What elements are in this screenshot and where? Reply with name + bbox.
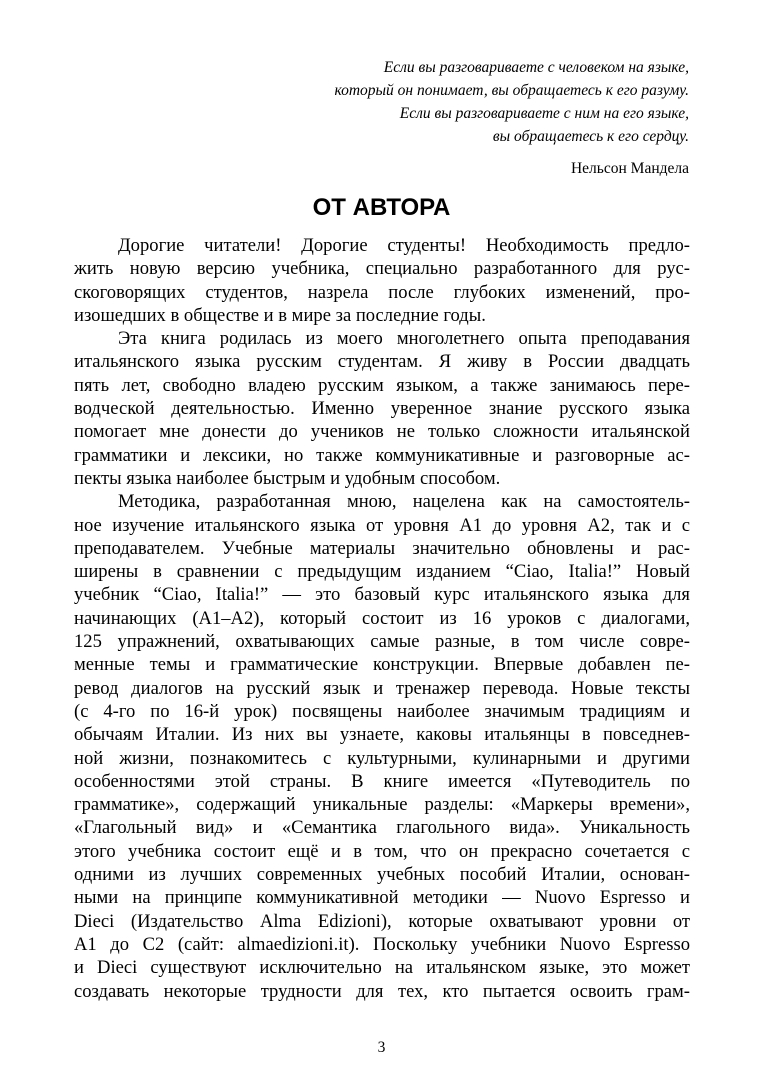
body-text xyxy=(74,234,690,1003)
text-line: изошедших в обществе и в мире за последние годы. xyxy=(74,304,486,326)
text-line: ной жизни, познакомитесь с культурными, кулинарными и другими xyxy=(74,747,690,769)
text-line: обычаям Италии. Из них вы узнаете, каковы итальянцы в повседнев- xyxy=(74,724,690,746)
text-line: менные темы и грамматические конструкции. Впервые добавлен пе- xyxy=(74,654,690,676)
text-line: скоговорящих студентов, назрела после глубоких изменений, про- xyxy=(74,281,690,303)
text-line: Эта книга родилась из моего многолетнего опыта преподавания xyxy=(118,328,690,350)
text-line: создавать некоторые трудности для тех, кто пытается освоить грам- xyxy=(74,980,690,1002)
text-line: начинающих (А1–А2), который состоит из 16 уроков с диалогами, xyxy=(74,607,690,629)
text-line: А1 до С2 (сайт: almaedizioni.it). Поскольку учебники Nuovo Espresso xyxy=(74,933,690,955)
text-line: грамматике», содержащий уникальные разделы: «Маркеры времени», xyxy=(74,794,690,816)
epigraph-author: Нельсон Мандела xyxy=(570,160,689,177)
text-line: итальянского языка русским студентам. Я живу в России двадцать xyxy=(74,351,690,373)
text-line: «Глагольный вид» и «Семантика глагольного вида». Уникальность xyxy=(74,817,690,839)
epigraph-line: Если вы разговариваете с ним на его языке, xyxy=(399,105,689,122)
text-line: 125 упражнений, охватывающих самые разные, в том числе совре- xyxy=(74,631,690,653)
epigraph-line: вы обращаетесь к его сердцу. xyxy=(492,128,689,145)
text-line: помогает мне донести до учеников не только сложности итальянской xyxy=(74,421,690,443)
text-line: учебник “Ciao, Italia!” — это базовый курс итальянского языка для xyxy=(74,584,690,606)
text-line: Dieci (Издательство Alma Edizioni), которые охватывают уровни от xyxy=(74,910,690,932)
text-line: Дорогие читатели! Дорогие студенты! Необходимость предло- xyxy=(118,235,690,256)
text-line: ными на принципе коммуникативной методики — Nuovo Espresso и xyxy=(74,887,690,909)
epigraph-line: который он понимает, вы обращаетесь к его разуму. xyxy=(334,82,689,99)
text-line: преподавателем. Учебные материалы значительно обновлены и рас- xyxy=(74,537,690,559)
text-line: жить новую версию учебника, специально разработанного для рус- xyxy=(74,258,690,280)
text-line: (с 4-го по 16-й урок) посвящены наиболее значимым традициям и xyxy=(74,700,690,722)
text-line: и Dieci существуют исключительно на итальянском языке, это может xyxy=(74,957,690,979)
text-line: Методика, разработанная мною, нацелена как на самостоятель- xyxy=(118,491,690,513)
text-line: ное изучение итальянского языка от уровня А1 до уровня А2, так и с xyxy=(74,514,690,536)
page-number: 3 xyxy=(377,1039,386,1056)
text-line: ширены в сравнении с предыдущим изданием “Ciao, Italia!” Новый xyxy=(74,561,690,583)
epigraph xyxy=(129,56,689,148)
text-line: этого учебника состоит ещё и в том, что он прекрасно сочетается с xyxy=(74,840,690,862)
text-line: водческой деятельностью. Именно уверенное знание русского языка xyxy=(74,398,690,420)
epigraph-line: Если вы разговариваете с человеком на языке, xyxy=(383,59,689,76)
text-line: пекты языка наиболее быстрым и удобным способом. xyxy=(74,467,501,489)
text-line: особенностями этой страны. В книге имеется «Путеводитель по xyxy=(74,770,690,792)
text-line: ревод диалогов на русский язык и тренажер перевода. Новые тексты xyxy=(74,677,690,699)
text-line: грамматики и лексики, но также коммуникативные и разговорные ас- xyxy=(74,444,690,466)
text-line: пять лет, свободно владею русским языком, а также занимаюсь пере- xyxy=(74,374,690,396)
page-title: ОТ АВТОРА xyxy=(312,194,451,221)
text-line: одними из лучших современных учебных пособий Италии, основан- xyxy=(74,864,690,886)
